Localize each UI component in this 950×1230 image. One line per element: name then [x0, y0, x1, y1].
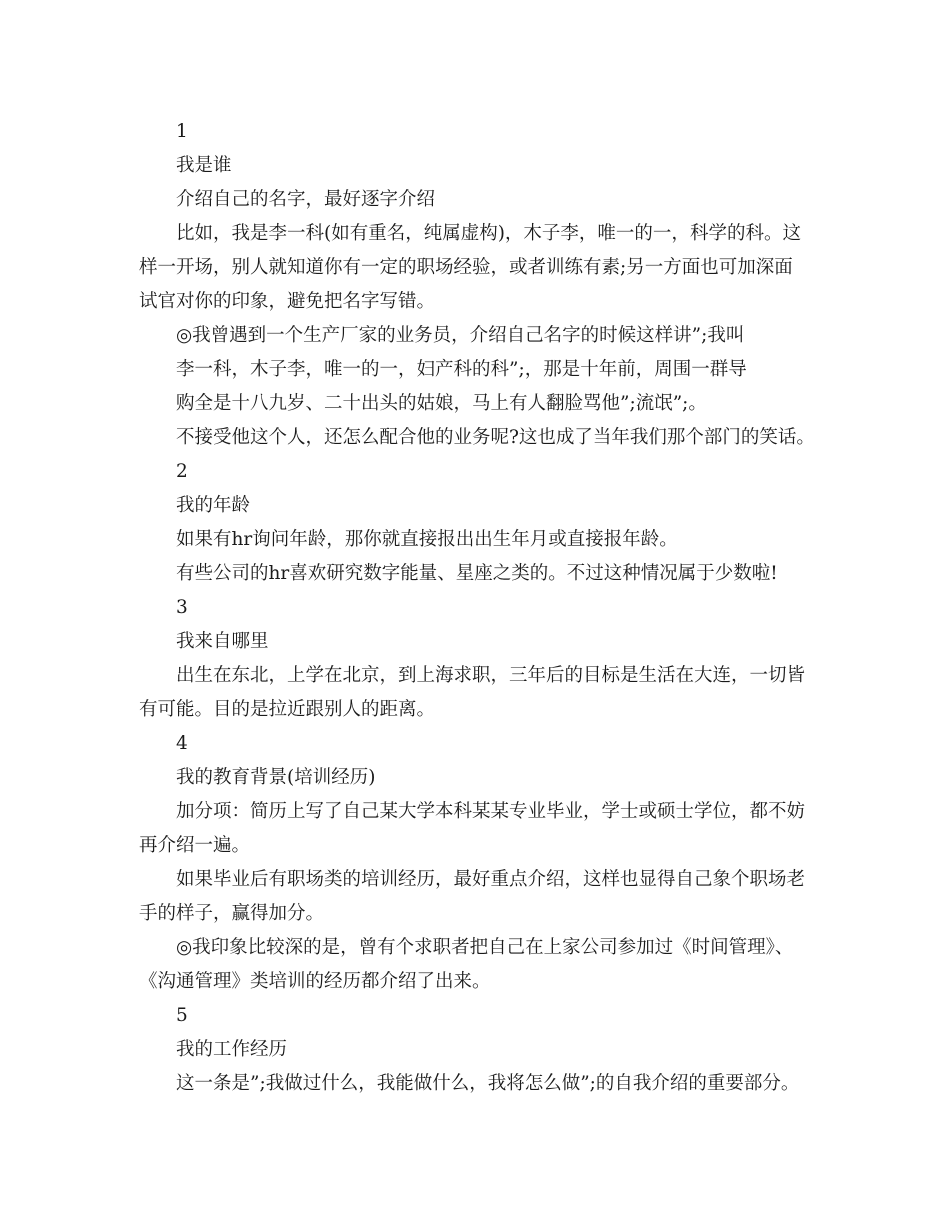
paragraph-line: 如果毕业后有职场类的培训经历，最好重点介绍，这样也显得自己象个职场老: [176, 869, 806, 890]
section-number: 2: [176, 461, 188, 482]
paragraph-line: ◎我曾遇到一个生产厂家的业务员，介绍自己名字的时候这样讲”;我叫: [176, 325, 745, 346]
paragraph-line: 比如，我是李一科(如有重名，纯属虚构)，木子李，唯一的一，科学的科。这: [176, 223, 801, 244]
paragraph-line: 有可能。目的是拉近跟别人的距离。: [139, 699, 436, 720]
section-number: 5: [176, 1005, 188, 1026]
section-heading: 我来自哪里: [176, 631, 269, 652]
section-heading: 我是谁: [176, 155, 232, 176]
paragraph-line: 不接受他这个人，还怎么配合他的业务呢?这也成了当年我们那个部门的笑话。: [176, 427, 815, 448]
paragraph-line: ◎我印象比较深的是，曾有个求职者把自己在上家公司参加过《时间管理》、: [176, 937, 794, 958]
section-number: 4: [176, 733, 188, 754]
section-heading: 我的教育背景(培训经历): [176, 767, 376, 788]
section-heading: 我的年龄: [176, 495, 251, 516]
paragraph-line: 出生在东北，上学在北京，到上海求职，三年后的目标是生活在大连，一切皆: [176, 665, 806, 686]
section-heading: 我的工作经历: [176, 1039, 288, 1060]
paragraph-line: 《沟通管理》类培训的经历都介绍了出来。: [139, 971, 491, 992]
paragraph-line: 李一科，木子李，唯一的一，妇产科的科”;，那是十年前，周围一群导: [176, 359, 747, 380]
section-number: 3: [176, 597, 188, 618]
paragraph-line: 介绍自己的名字，最好逐字介绍: [176, 189, 436, 210]
paragraph-line: 再介绍一遍。: [139, 835, 251, 856]
paragraph-line: 这一条是”;我做过什么，我能做什么，我将怎么做”;的自我介绍的重要部分。: [176, 1073, 800, 1094]
paragraph-line: 试官对你的印象，避免把名字写错。: [139, 291, 436, 312]
paragraph-line: 手的样子，赢得加分。: [139, 903, 325, 924]
paragraph-line: 购全是十八九岁、二十出头的姑娘，马上有人翻脸骂他”;流氓”;。: [176, 393, 707, 414]
section-number: 1: [176, 121, 188, 142]
paragraph-line: 样一开场，别人就知道你有一定的职场经验，或者训练有素;另一方面也可加深面: [139, 257, 793, 278]
paragraph-line: 加分项：简历上写了自己某大学本科某某专业毕业，学士或硕士学位，都不妨: [176, 801, 806, 822]
paragraph-line: 有些公司的hr喜欢研究数字能量、星座之类的。不过这种情况属于少数啦!: [176, 563, 778, 584]
paragraph-line: 如果有hr询问年龄，那你就直接报出出生年月或直接报年龄。: [176, 529, 678, 550]
